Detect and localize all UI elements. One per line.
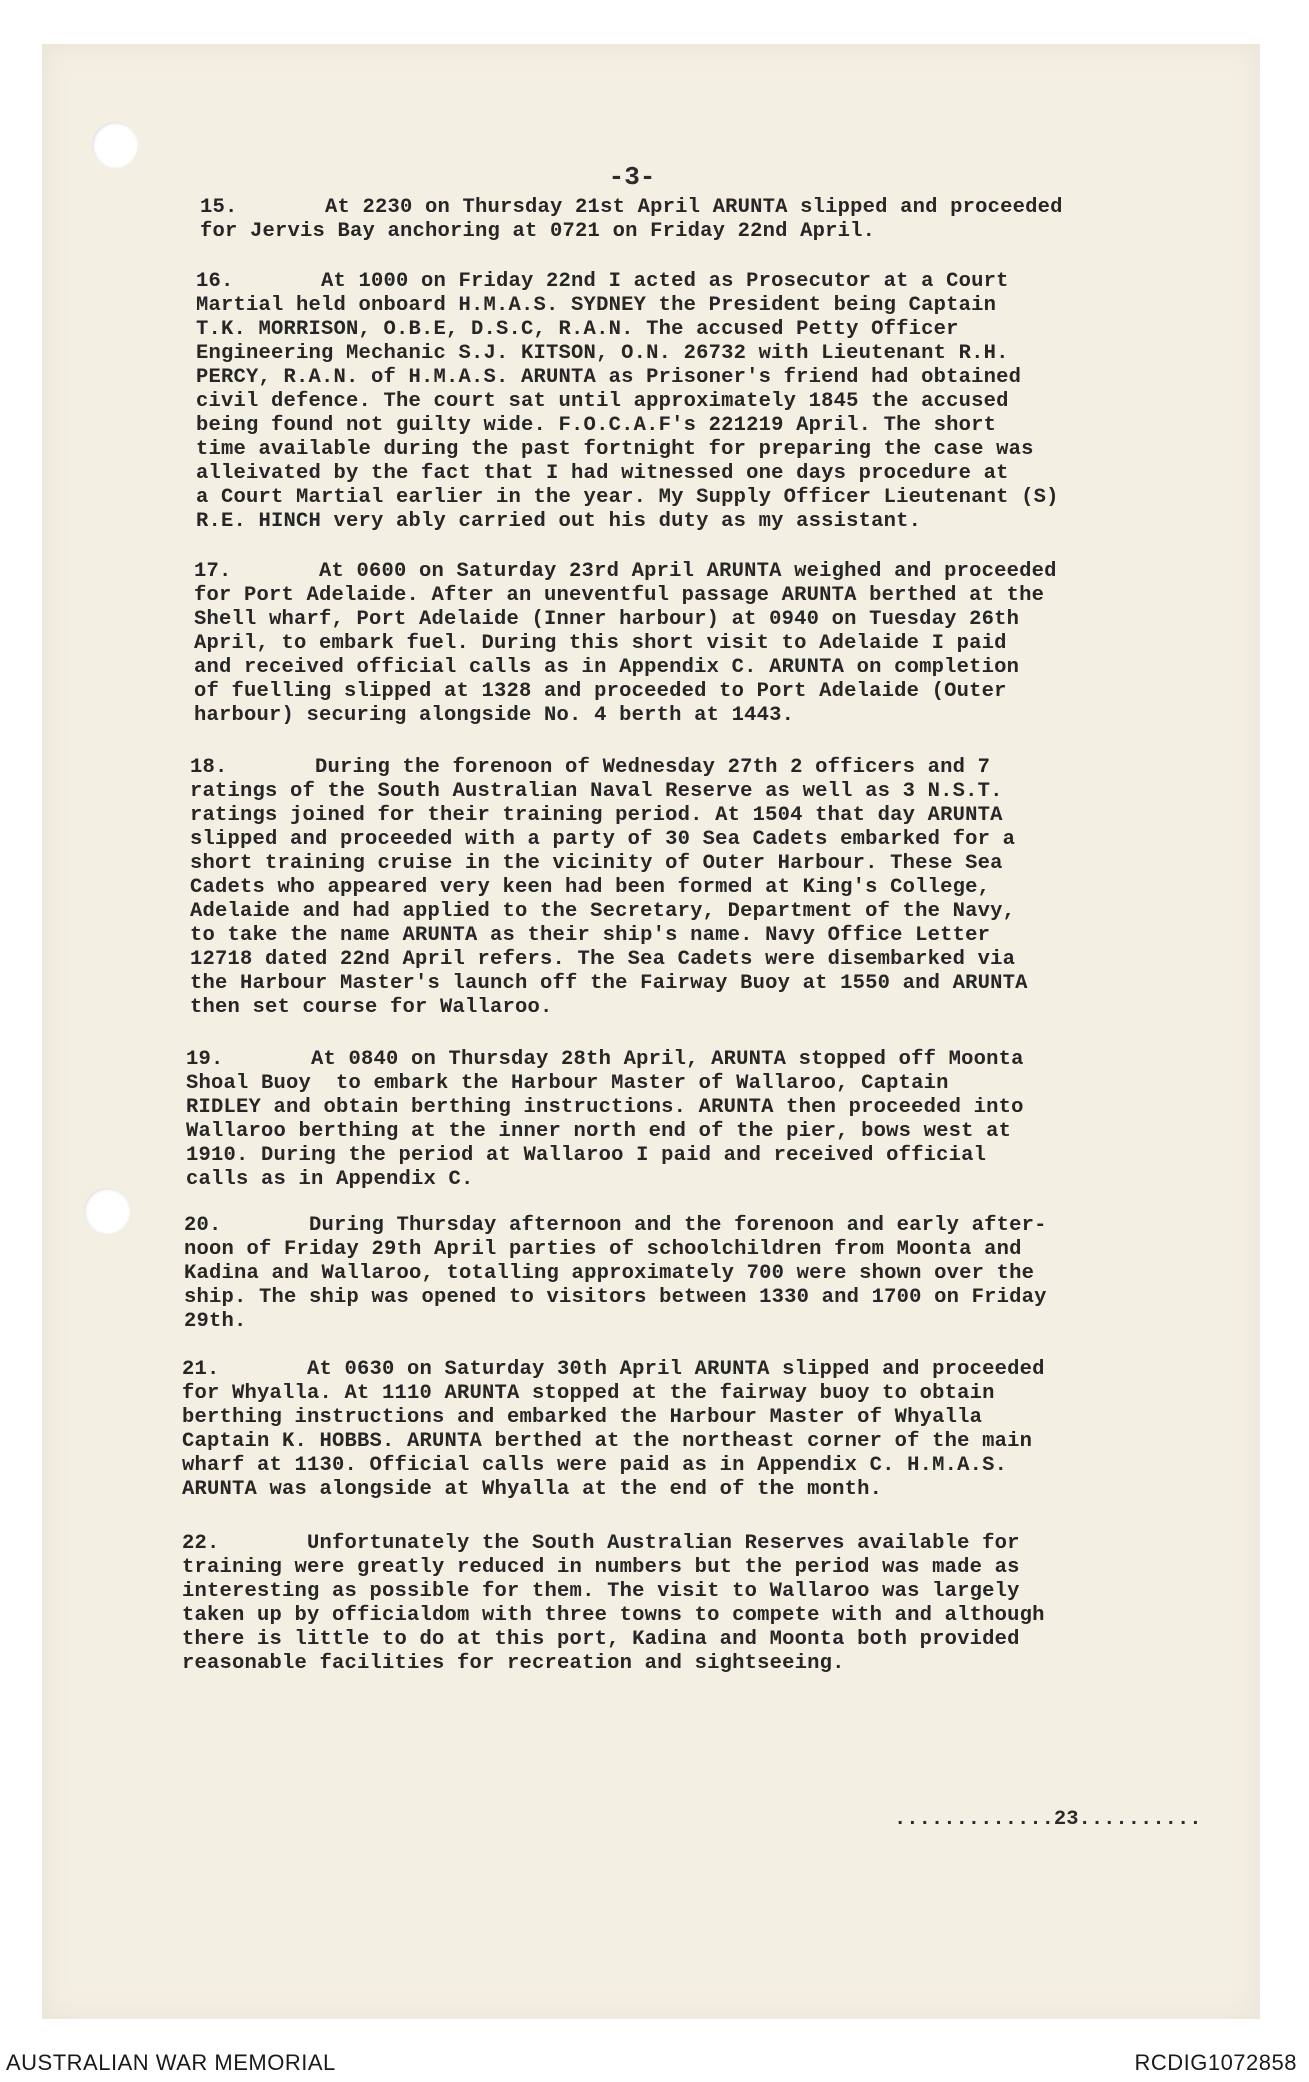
paragraph-20: 20. During Thursday afternoon and the forenoon and early after- noon of Friday 29th April parties of schoolchildren from Moonta and Kadina and Wallaroo, totalling approximately 700 were shown over the ship. The ship was opened to visitors between 1330 and 1700 on Friday 29th. (184, 1214, 1047, 1333)
paragraph-18: 18. During the forenoon of Wednesday 27th 2 officers and 7 ratings of the South Australian Naval Reserve as well as 3 N.S.T. ratings joined for their training period. At 1504 that day ARUNTA slipped and proceeded with a party of 30 Sea Cadets embarked for a short training cruise in the vicinity of Outer Harbour. These Sea Cadets who appeared very keen had been formed at King's College, Adelaide and had applied to the Secretary, Department of the Navy, to take the name ARUNTA as their ship's name. Navy Office Letter 12718 dated 22nd April refers. The Sea Cadets were disembarked via the Harbour Master's launch off the Fairway Buoy at 1550 and ARUNTA then set course for Wallaroo. (190, 756, 1028, 1019)
continuation-marker: .............23.......... (894, 1808, 1202, 1831)
punch-hole-bottom (84, 1188, 130, 1234)
document-page (42, 44, 1260, 2019)
footer-archive-name: AUSTRALIAN WAR MEMORIAL (6, 2050, 336, 2075)
paragraph-15: 15. At 2230 on Thursday 21st April ARUNTA slipped and proceeded for Jervis Bay anchoring at 0721 on Friday 22nd April. (200, 196, 1063, 243)
punch-hole-top (92, 122, 138, 168)
paragraph-17: 17. At 0600 on Saturday 23rd April ARUNTA weighed and proceeded for Port Adelaide. After an uneventful passage ARUNTA berthed at the Shell wharf, Port Adelaide (Inner harbour) at 0940 on Tuesday 26th April, to embark fuel. During this short visit to Adelaide I paid and received official calls as in Appendix C. ARUNTA on completion of fuelling slipped at 1328 and proceeded to Port Adelaide (Outer harbour) securing alongside No. 4 berth at 1443. (194, 560, 1057, 727)
footer-record-id: RCDIG1072858 (1134, 2050, 1297, 2075)
page-number: -3- (608, 162, 656, 192)
paragraph-19: 19. At 0840 on Thursday 28th April, ARUNTA stopped off Moonta Shoal Buoy to embark the Harbour Master of Wallaroo, Captain RIDLEY and obtain berthing instructions. ARUNTA then proceeded into Wallaroo berthing at the inner north end of the pier, bows west at 1910. During the period at Wallaroo I paid and received official calls as in Appendix C. (186, 1048, 1024, 1191)
paragraph-21: 21. At 0630 on Saturday 30th April ARUNTA slipped and proceeded for Whyalla. At 1110 ARUNTA stopped at the fairway buoy to obtain berthing instructions and embarked the Harbour Master of Whyalla Captain K. HOBBS. ARUNTA berthed at the northeast corner of the main wharf at 1130. Official calls were paid as in Appendix C. H.M.A.S. ARUNTA was alongside at Whyalla at the end of the month. (182, 1358, 1045, 1501)
paragraph-22: 22. Unfortunately the South Australian Reserves available for training were greatly reduced in numbers but the period was made as interesting as possible for them. The visit to Wallaroo was largely taken up by officialdom with three towns to compete with and although there is little to do at this port, Kadina and Moonta both provided reasonable facilities for recreation and sightseeing. (182, 1532, 1045, 1675)
paragraph-16: 16. At 1000 on Friday 22nd I acted as Prosecutor at a Court Martial held onboard H.M.A.S. SYDNEY the President being Captain T.K. MORRISON, O.B.E, D.S.C, R.A.N. The accused Petty Officer Engineering Mechanic S.J. KITSON, O.N. 26732 with Lieutenant R.H. PERCY, R.A.N. of H.M.A.S. ARUNTA as Prisoner's friend had obtained civil defence. The court sat until approximately 1845 the accused being found not guilty wide. F.O.C.A.F's 221219 April. The short time available during the past fortnight for preparing the case was alleivated by the fact that I had witnessed one days procedure at a Court Martial earlier in the year. My Supply Officer Lieutenant (S) R.E. HINCH very ably carried out his duty as my assistant. (196, 270, 1059, 533)
